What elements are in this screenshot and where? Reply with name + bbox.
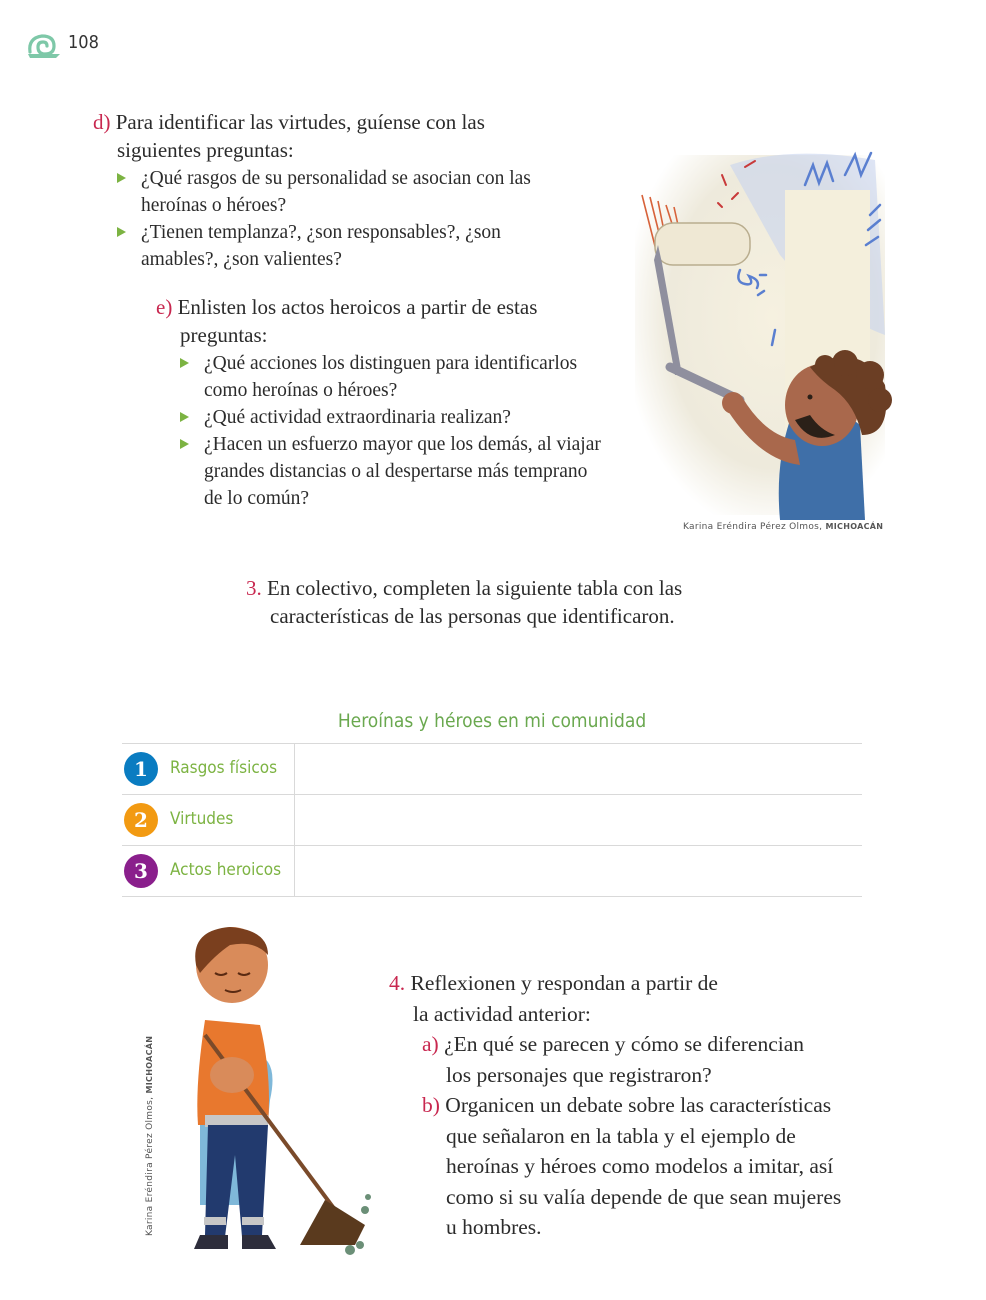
bullet-icon	[117, 173, 126, 183]
row-label: Rasgos físicos	[170, 758, 278, 778]
sweeper-illustration	[160, 925, 375, 1260]
column-divider	[294, 744, 295, 794]
section-e	[156, 293, 616, 512]
bullet-icon	[180, 412, 189, 422]
bullet-icon	[180, 439, 189, 449]
credit-name: Karina Eréndira Pérez Olmos,	[683, 522, 826, 532]
bullet-text: heroínas o héroes?	[141, 195, 287, 216]
section-d	[93, 108, 613, 273]
bullet-icon	[180, 358, 189, 368]
sub-item-text: los personajes que registraron?	[446, 1062, 712, 1087]
number-badge: 1	[124, 752, 158, 786]
bullet-item	[180, 431, 616, 512]
table-row	[122, 794, 862, 845]
section-3	[246, 574, 746, 630]
bullet-text: ¿Qué rasgos de su personalidad se asocian con las	[141, 168, 531, 189]
section-e-text-line2: preguntas:	[180, 323, 268, 347]
credit-state: MICHOACÁN	[145, 1035, 154, 1094]
snail-icon	[26, 30, 62, 60]
bullet-icon	[117, 227, 126, 237]
section-3-text-line2: características de las personas que identificaron.	[270, 604, 675, 628]
bullet-item	[180, 404, 616, 431]
sub-item-text: heroínas y héroes como modelos a imitar, así	[446, 1154, 834, 1178]
bullet-text: grandes distancias o al despertarse más temprano	[204, 461, 588, 482]
sub-item-text: ¿En qué se parecen y cómo se diferencian	[444, 1032, 805, 1056]
bullet-item	[117, 219, 613, 273]
row-label: Actos heroicos	[170, 860, 282, 880]
bullet-item	[180, 350, 616, 404]
section-4-text: Reflexionen y respondan a partir de	[410, 971, 718, 995]
section-e-text: Enlisten los actos heroicos a partir de estas	[177, 295, 538, 319]
illustration-credit	[683, 522, 883, 532]
section-d-text-line2: siguientes preguntas:	[117, 138, 294, 162]
section-d-text: Para identificar las virtudes, guíense con las	[115, 110, 485, 134]
sub-item-marker: b)	[422, 1093, 440, 1117]
section-4	[389, 968, 859, 1243]
item-marker: d)	[93, 110, 111, 134]
painter-illustration	[630, 135, 895, 520]
page-number: 108	[68, 32, 99, 53]
sub-item-text: como si su valía depende de que sean mujeres	[446, 1184, 842, 1209]
item-marker: 3.	[246, 576, 262, 600]
sub-item-text: u hombres.	[446, 1215, 542, 1239]
table-row	[122, 845, 862, 897]
column-divider	[294, 846, 295, 896]
sub-item-text: que señalaron en la tabla y el ejemplo de	[446, 1123, 796, 1148]
credit-state: MICHOACÁN	[825, 522, 884, 531]
sub-item-marker: a)	[422, 1032, 439, 1056]
column-divider	[294, 795, 295, 845]
sub-item-b	[389, 1090, 859, 1243]
illustration-credit	[145, 1036, 155, 1236]
bullet-text: ¿Hacen un esfuerzo mayor que los demás, al viajar	[204, 434, 601, 455]
row-label: Virtudes	[170, 809, 234, 829]
credit-name: Karina Eréndira Pérez Olmos,	[145, 1093, 155, 1236]
bullet-text: ¿Qué acciones los distinguen para identificarlos	[204, 353, 578, 374]
section-4-text-line2: la actividad anterior:	[413, 1001, 591, 1026]
sub-item-a	[389, 1029, 859, 1090]
bullet-text: como heroínas o héroes?	[204, 380, 398, 401]
item-marker: 4.	[389, 971, 406, 995]
number-badge: 2	[124, 803, 158, 837]
sub-item-text: Organicen un debate sobre las características	[445, 1093, 832, 1117]
table-row	[122, 743, 862, 794]
bullet-text: amables?, ¿son valientes?	[141, 249, 342, 270]
bullet-text: ¿Qué actividad extraordinaria realizan?	[204, 407, 511, 428]
item-marker: e)	[156, 295, 173, 319]
section-3-text: En colectivo, completen la siguiente tabla con las	[267, 576, 683, 600]
table-title: Heroínas y héroes en mi comunidad	[337, 710, 647, 732]
bullet-text: de lo común?	[204, 488, 310, 509]
bullet-item	[117, 165, 613, 219]
bullet-text: ¿Tienen templanza?, ¿son responsables?, ¿son	[141, 222, 501, 243]
number-badge: 3	[124, 854, 158, 888]
